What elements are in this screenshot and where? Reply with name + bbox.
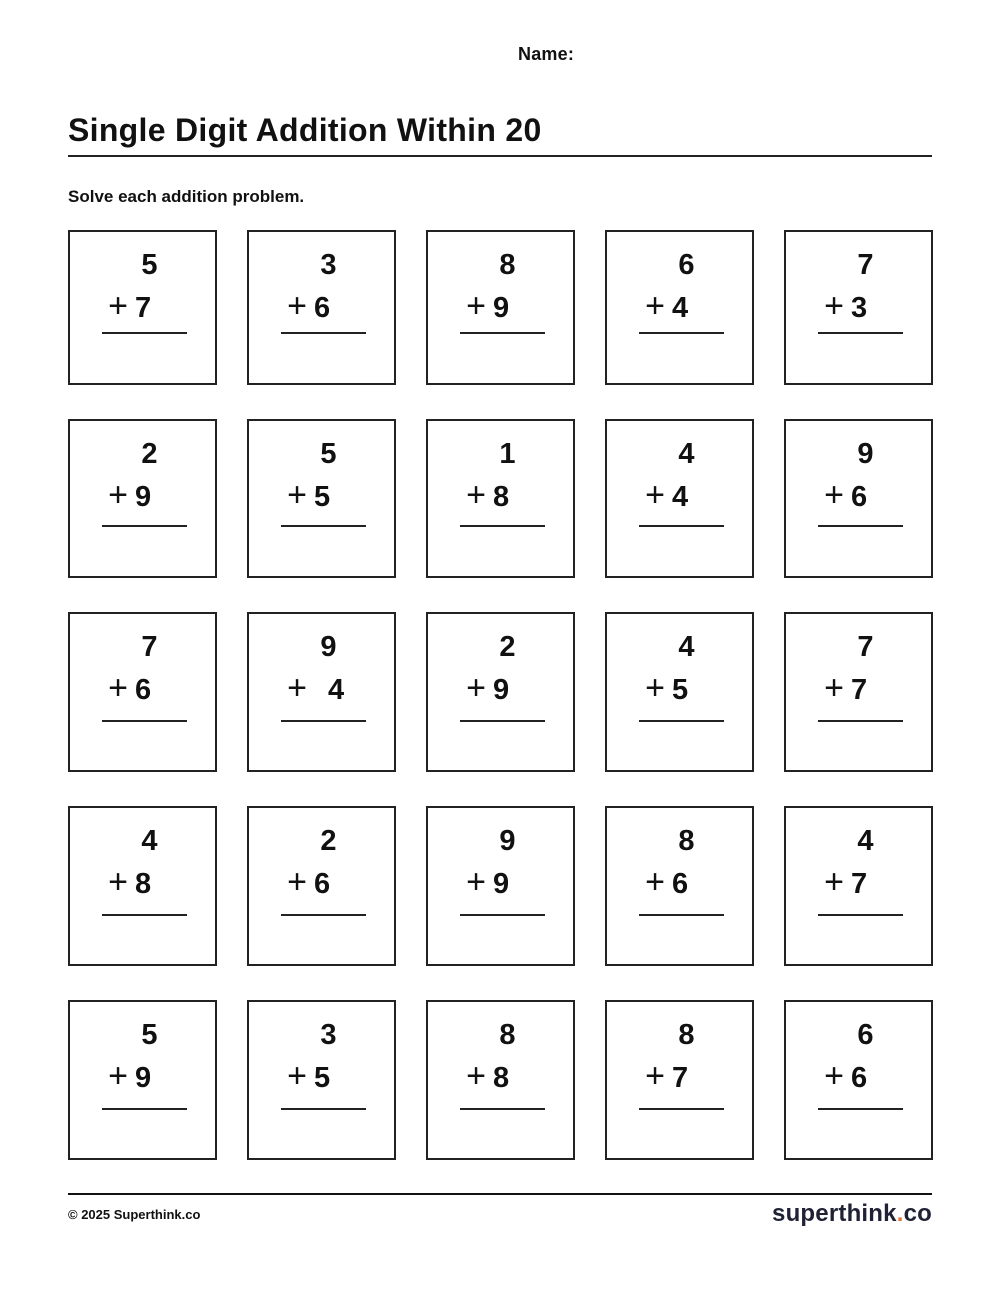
addend-bottom-line — [463, 478, 509, 514]
addend-bottom: 8 — [135, 868, 152, 900]
plus-sign-icon: + — [824, 287, 844, 325]
plus-sign-icon: + — [108, 1057, 128, 1095]
plus-sign-icon: + — [645, 1057, 665, 1095]
answer-line — [460, 720, 545, 722]
answer-line — [818, 332, 903, 334]
addend-top: 4 — [678, 438, 695, 470]
addend-bottom-line — [463, 671, 509, 707]
addend-bottom-line — [105, 865, 151, 901]
addend-top: 3 — [320, 1019, 337, 1051]
addend-bottom: 7 — [672, 1062, 689, 1094]
addend-bottom: 9 — [135, 481, 152, 513]
addend-top: 8 — [499, 1019, 516, 1051]
addend-bottom-line — [284, 478, 330, 514]
problem-card — [68, 806, 217, 966]
problem-card — [247, 230, 396, 385]
plus-sign-icon: + — [824, 863, 844, 901]
addend-bottom: 6 — [314, 292, 331, 324]
addend-bottom-line — [284, 865, 330, 901]
answer-line — [460, 332, 545, 334]
brand-logo — [772, 1200, 932, 1228]
copyright-text: © 2025 Superthink.co — [68, 1207, 201, 1222]
plus-sign-icon: + — [466, 287, 486, 325]
answer-line — [102, 1108, 187, 1110]
addend-top: 5 — [141, 249, 158, 281]
addend-bottom-line — [105, 289, 151, 325]
addend-bottom-line — [642, 289, 688, 325]
problem-card — [426, 419, 575, 578]
addend-bottom-line — [105, 671, 151, 707]
addend-top: 1 — [499, 438, 516, 470]
addend-bottom-line — [284, 289, 330, 325]
addend-top: 8 — [499, 249, 516, 281]
plus-sign-icon: + — [824, 669, 844, 707]
addend-top: 7 — [857, 631, 874, 663]
problem-card — [247, 419, 396, 578]
addend-bottom: 9 — [493, 292, 510, 324]
plus-sign-icon: + — [108, 669, 128, 707]
addend-bottom-line — [821, 478, 867, 514]
addend-bottom-line — [821, 1059, 867, 1095]
plus-sign-icon: + — [645, 476, 665, 514]
problem-card — [605, 612, 754, 772]
addend-bottom-line — [642, 1059, 688, 1095]
addend-top: 4 — [678, 631, 695, 663]
brand-name: superthink — [772, 1200, 897, 1227]
answer-line — [818, 525, 903, 527]
answer-line — [102, 332, 187, 334]
problem-card — [784, 1000, 933, 1160]
addend-bottom: 4 — [672, 481, 689, 513]
problem-card — [426, 612, 575, 772]
problem-card — [605, 419, 754, 578]
problem-card — [68, 419, 217, 578]
addend-top: 5 — [320, 438, 337, 470]
addend-top: 2 — [499, 631, 516, 663]
addend-top: 6 — [678, 249, 695, 281]
addend-top: 2 — [141, 438, 158, 470]
problem-card — [426, 230, 575, 385]
answer-line — [281, 332, 366, 334]
brand-tld: co — [903, 1200, 932, 1227]
answer-line — [818, 1108, 903, 1110]
addend-bottom-line — [642, 671, 688, 707]
plus-sign-icon: + — [824, 1057, 844, 1095]
addend-top: 9 — [857, 438, 874, 470]
plus-sign-icon: + — [645, 669, 665, 707]
plus-sign-icon: + — [108, 476, 128, 514]
problem-card — [426, 806, 575, 966]
brand-dot: . — [896, 1200, 904, 1227]
addend-bottom: 5 — [314, 1062, 331, 1094]
plus-sign-icon: + — [287, 669, 307, 707]
addend-bottom: 4 — [328, 674, 345, 706]
addend-bottom-line — [821, 671, 867, 707]
addend-bottom: 6 — [851, 481, 868, 513]
plus-sign-icon: + — [287, 287, 307, 325]
footer-divider — [68, 1193, 932, 1195]
problem-card — [605, 806, 754, 966]
addend-bottom: 5 — [672, 674, 689, 706]
addend-bottom-line — [821, 865, 867, 901]
addend-bottom-line — [105, 478, 151, 514]
addend-bottom: 9 — [493, 674, 510, 706]
answer-line — [281, 914, 366, 916]
plus-sign-icon: + — [466, 1057, 486, 1095]
addend-top: 8 — [678, 825, 695, 857]
answer-line — [818, 914, 903, 916]
addend-bottom: 4 — [672, 292, 689, 324]
addend-bottom: 6 — [314, 868, 331, 900]
answer-line — [102, 720, 187, 722]
page-title: Single Digit Addition Within 20 — [68, 112, 542, 148]
addend-top: 2 — [320, 825, 337, 857]
answer-line — [639, 914, 724, 916]
answer-line — [818, 720, 903, 722]
addend-bottom: 6 — [851, 1062, 868, 1094]
problem-card — [68, 1000, 217, 1160]
addend-top: 3 — [320, 249, 337, 281]
plus-sign-icon: + — [466, 476, 486, 514]
answer-line — [639, 1108, 724, 1110]
plus-sign-icon: + — [645, 863, 665, 901]
addend-bottom: 3 — [851, 292, 868, 324]
addend-bottom-line — [642, 478, 688, 514]
addend-bottom-line — [284, 1059, 330, 1095]
plus-sign-icon: + — [108, 287, 128, 325]
problem-card — [605, 1000, 754, 1160]
problem-card — [784, 612, 933, 772]
problem-card — [605, 230, 754, 385]
answer-line — [281, 720, 366, 722]
addend-top: 4 — [857, 825, 874, 857]
problem-card — [68, 612, 217, 772]
addend-bottom: 7 — [851, 674, 868, 706]
addend-bottom: 9 — [493, 868, 510, 900]
answer-line — [281, 525, 366, 527]
answer-line — [639, 525, 724, 527]
addend-bottom: 8 — [493, 1062, 510, 1094]
plus-sign-icon: + — [645, 287, 665, 325]
addend-bottom: 9 — [135, 1062, 152, 1094]
addend-bottom-line — [821, 289, 867, 325]
addend-bottom: 7 — [851, 868, 868, 900]
addend-top: 7 — [141, 631, 158, 663]
plus-sign-icon: + — [287, 863, 307, 901]
problem-card — [784, 230, 933, 385]
answer-line — [460, 1108, 545, 1110]
problem-card — [68, 230, 217, 385]
addend-top: 6 — [857, 1019, 874, 1051]
instructions: Solve each addition problem. — [68, 187, 305, 206]
problem-card — [426, 1000, 575, 1160]
addend-bottom-line — [463, 865, 509, 901]
title-divider — [68, 155, 932, 157]
addend-bottom-line — [284, 671, 344, 707]
addend-bottom: 7 — [135, 292, 152, 324]
plus-sign-icon: + — [287, 1057, 307, 1095]
addend-top: 9 — [320, 631, 337, 663]
addend-top: 7 — [857, 249, 874, 281]
plus-sign-icon: + — [287, 476, 307, 514]
answer-line — [102, 914, 187, 916]
plus-sign-icon: + — [466, 863, 486, 901]
problem-card — [784, 806, 933, 966]
answer-line — [639, 332, 724, 334]
addend-bottom: 6 — [135, 674, 152, 706]
answer-line — [460, 914, 545, 916]
plus-sign-icon: + — [108, 863, 128, 901]
addend-top: 9 — [499, 825, 516, 857]
problem-card — [247, 806, 396, 966]
answer-line — [281, 1108, 366, 1110]
addend-bottom-line — [105, 1059, 151, 1095]
plus-sign-icon: + — [824, 476, 844, 514]
answer-line — [102, 525, 187, 527]
name-label: Name: — [518, 44, 575, 64]
plus-sign-icon: + — [466, 669, 486, 707]
problem-card — [247, 612, 396, 772]
answer-line — [460, 525, 545, 527]
addend-top: 4 — [141, 825, 158, 857]
answer-line — [639, 720, 724, 722]
addend-top: 5 — [141, 1019, 158, 1051]
addend-bottom: 5 — [314, 481, 331, 513]
addend-bottom: 6 — [672, 868, 689, 900]
addend-bottom-line — [463, 1059, 509, 1095]
addend-top: 8 — [678, 1019, 695, 1051]
problem-card — [247, 1000, 396, 1160]
addend-bottom-line — [463, 289, 509, 325]
addend-bottom: 8 — [493, 481, 510, 513]
addend-bottom-line — [642, 865, 688, 901]
problem-card — [784, 419, 933, 578]
